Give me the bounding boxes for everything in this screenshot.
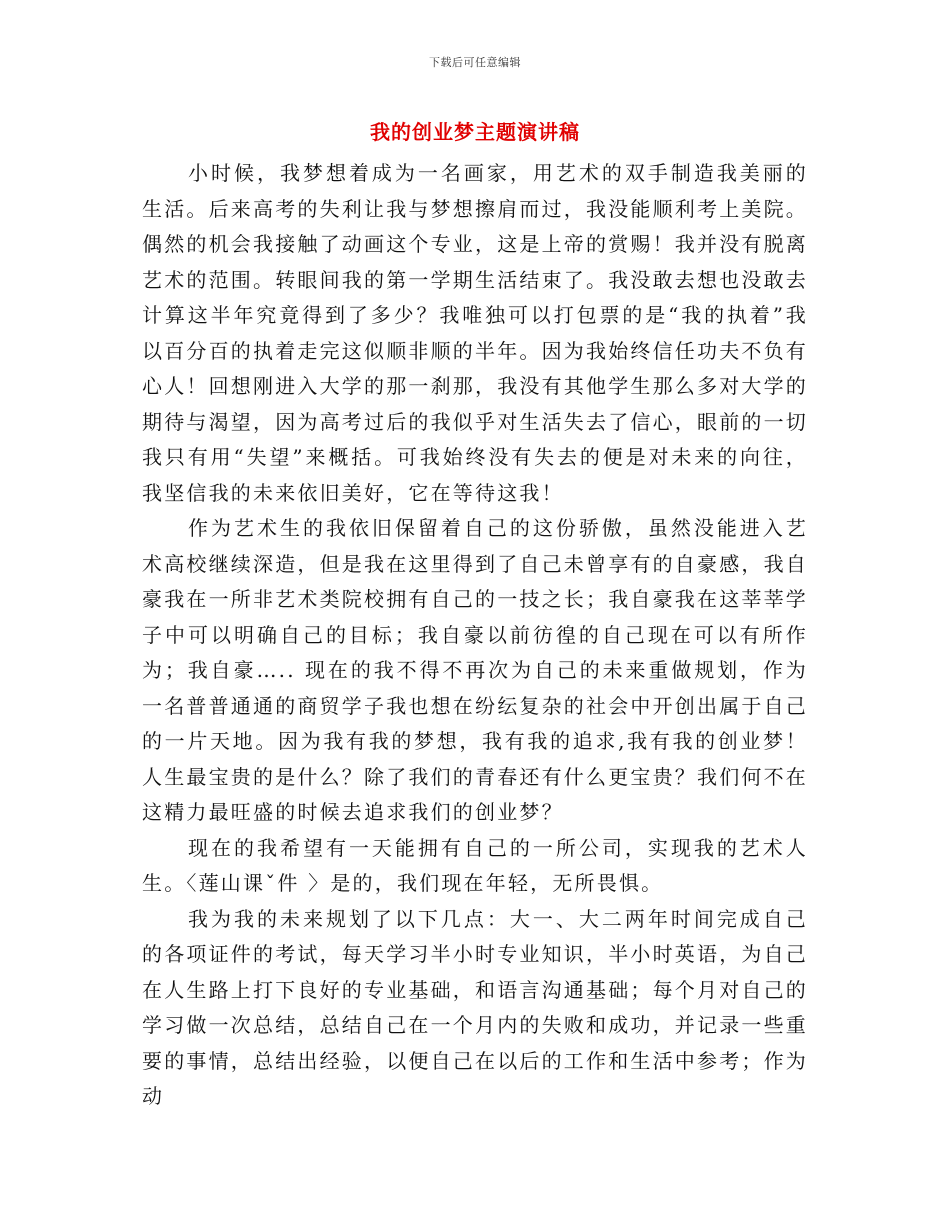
paragraph-art-student-pride: 作为艺术生的我依旧保留着自己的这份骄傲，虽然没能进入艺术高校继续深造，但是我在这里得到了自己未曾享有的自豪感，我自豪我在一所非艺术类院校拥有自己的一技之长；我自豪我在这莘莘学子中可以明确自己的目标；我自豪以前彷徨的自己现在可以有所作为；我自豪….. 现在的我不得不再次为自己的未来重做规划，作为一名普普通通的商贸学子我也想在纷纭复杂的社会中开创出属于自己的一片天地。因为我有我的梦想，我有我的追求,我有我的创业梦！ 人生最宝贵的是什么？除了我们的青春还有什么更宝贵？我们何不在这精力最旺盛的时候去追求我们的创业梦？ [142,516,831,824]
paragraph-future-plan: 我为我的未来规划了以下几点：大一、大二两年时间完成自己的各项证件的考试，每天学习半小时专业知识，半小时英语，为自己在人生路上打下良好的专业基础，和语言沟通基础；每个月对自己的学习做一次总结，总结自己在一个月内的失败和成功，并记录一些重要的事情，总结出经验，以便自己在以后的工作和生活中参考；作为动 [142,906,808,1108]
page-header-note: 下载后可任意编辑 [429,56,521,69]
paragraph-childhood-dream: 小时候，我梦想着成为一名画家，用艺术的双手制造我美丽的生活。后来高考的失利让我与梦想擦肩而过，我没能顺利考上美院。偶然的机会我接触了动画这个专业，这是上帝的赏赐！我并没有脱离艺术的范围。转眼间我的第一学期生活结束了。我没敢去想也没敢去计算这半年究竟得到了多少？我唯独可以打包票的是“我的执着”我以百分百的执着走完这似顺非顺的半年。因为我始终信任功夫不负有心人！回想刚进入大学的那一刹那，我没有其他学生那么多对大学的期待与渴望，因为高考过后的我似乎对生活失去了信心，眼前的一切我只有用“失望”来概括。可我始终没有失去的便是对未来的向往，我坚信我的未来依旧美好，它在等待这我！ [142,161,808,505]
document-title: 我的创业梦主题演讲稿 [370,120,580,144]
document-body [142,156,831,1115]
paragraph-company-hope: 现在的我希望有一天能拥有自己的一所公司，实现我的艺术人生。〈莲山课ˇ件 〉是的，我们现在年轻，无所畏惧。 [142,835,808,895]
